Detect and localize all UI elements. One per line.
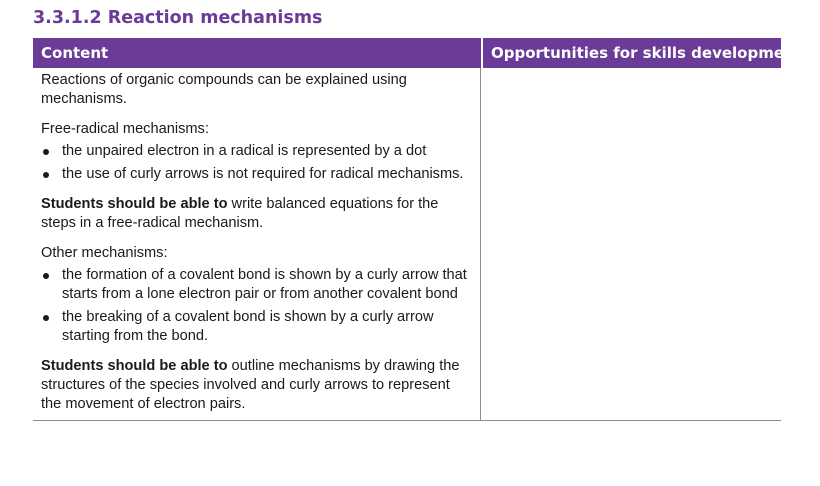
skills-statement-lead: Students should be able to bbox=[41, 358, 228, 374]
list-item bbox=[41, 308, 472, 346]
table-body bbox=[33, 68, 781, 421]
spec-table bbox=[33, 38, 802, 421]
skills-statement-mechanisms bbox=[41, 357, 472, 414]
skills-statement-free-radical bbox=[41, 195, 472, 233]
list-item bbox=[41, 266, 472, 304]
content-cell bbox=[33, 68, 481, 420]
other-mechanisms-list bbox=[41, 266, 472, 346]
table-header bbox=[33, 38, 802, 68]
content-column-header: Content bbox=[33, 38, 481, 68]
bullet-icon bbox=[43, 172, 49, 178]
skills-statement-text: write balanced equations for the steps in a free-radical mechanism. bbox=[41, 196, 439, 231]
skills-column-header: Opportunities for skills development bbox=[483, 38, 781, 68]
list-item-text: the use of curly arrows is not required for radical mechanisms. bbox=[62, 166, 464, 182]
list-item-text: the breaking of a covalent bond is shown by a curly arrow starting from the bond. bbox=[62, 309, 434, 344]
bullet-icon bbox=[43, 273, 49, 279]
list-item bbox=[41, 142, 472, 161]
bullet-icon bbox=[43, 149, 49, 155]
skills-statement-lead: Students should be able to bbox=[41, 196, 228, 212]
list-item-text: the unpaired electron in a radical is represented by a dot bbox=[62, 143, 427, 159]
intro-text: Reactions of organic compounds can be explained using mechanisms. bbox=[41, 72, 407, 107]
free-radical-heading: Free-radical mechanisms: bbox=[41, 121, 209, 137]
other-mechanisms-heading: Other mechanisms: bbox=[41, 245, 168, 261]
skills-statement-text: outline mechanisms by drawing the structures of the species involved and curly arrows to represent the movement of electron pairs. bbox=[41, 358, 460, 412]
skills-cell bbox=[481, 68, 781, 420]
list-item-text: the formation of a covalent bond is shown by a curly arrow that starts from a lone electron pair or from another covalent bond bbox=[62, 267, 467, 302]
list-item bbox=[41, 165, 472, 184]
free-radical-list bbox=[41, 142, 472, 184]
section-title: 3.3.1.2 Reaction mechanisms bbox=[33, 8, 323, 28]
bullet-icon bbox=[43, 315, 49, 321]
